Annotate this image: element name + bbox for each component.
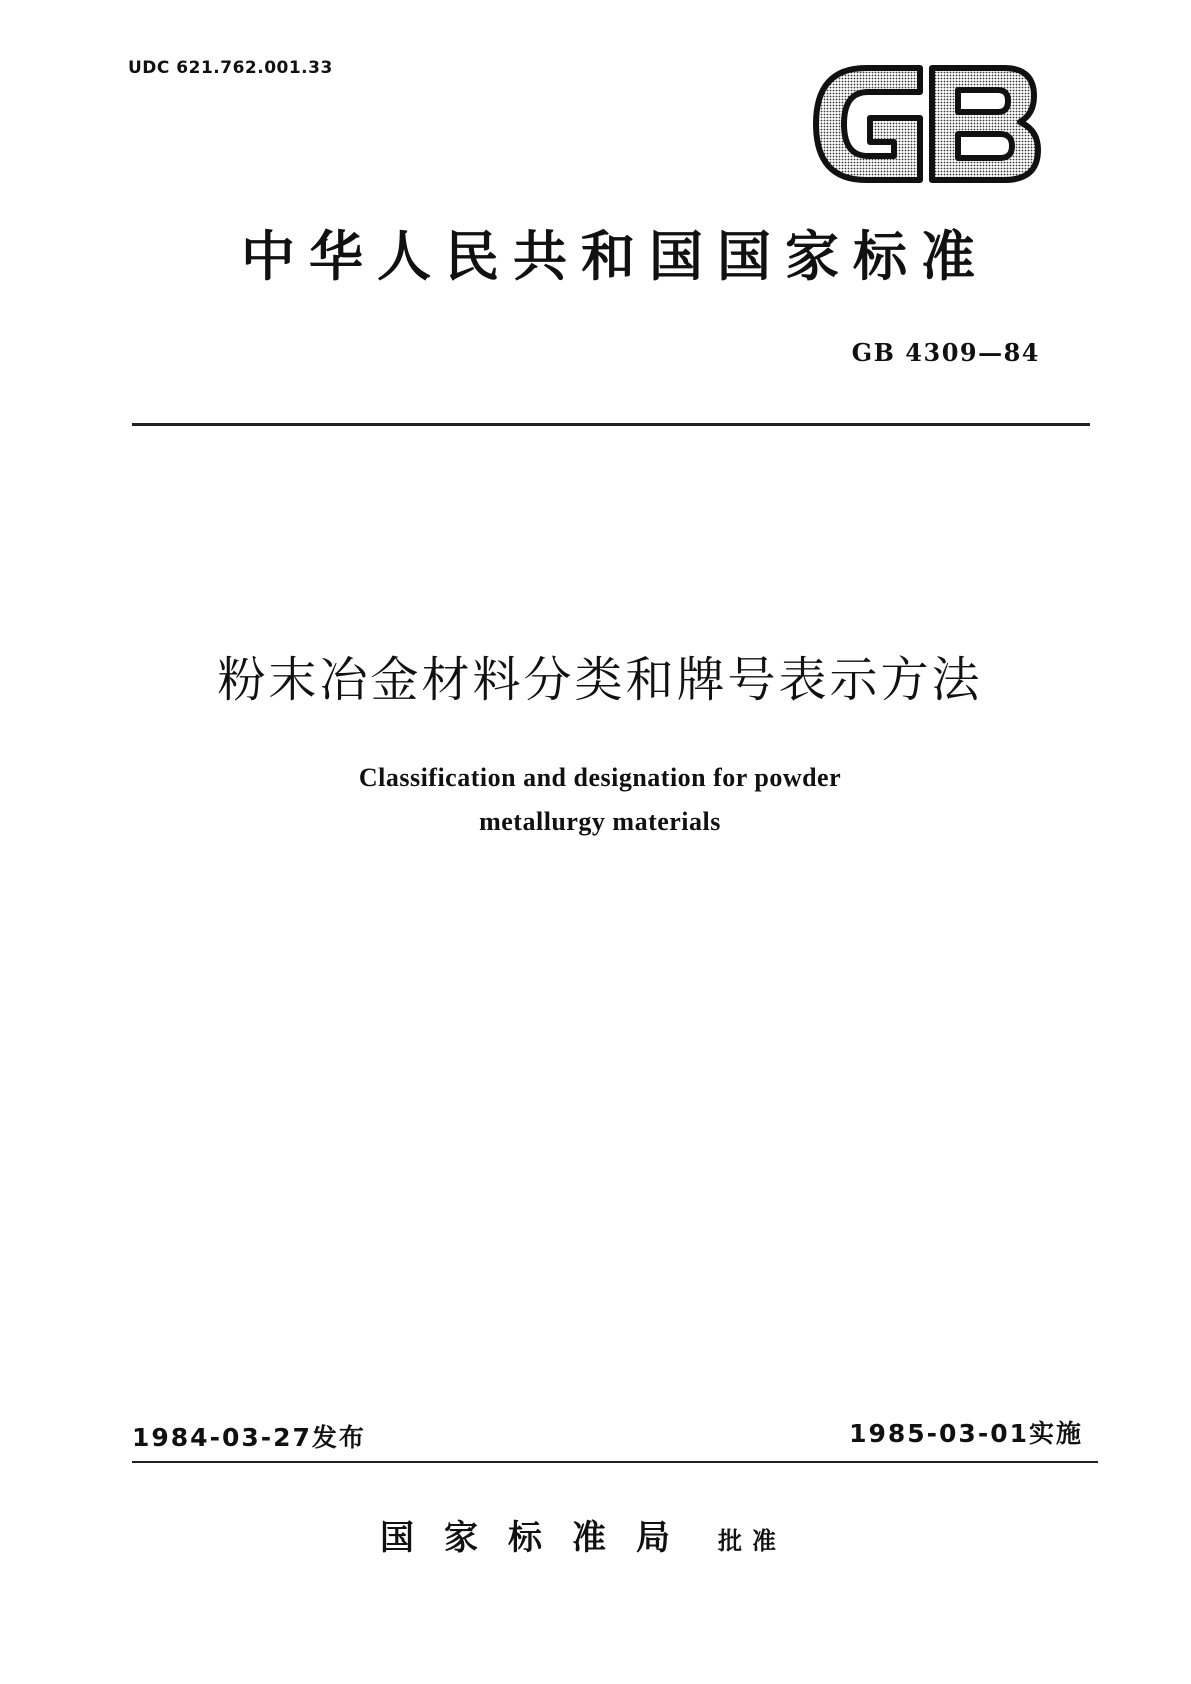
approval-line <box>380 1510 786 1559</box>
udc-code: UDC 621.762.001.33 <box>128 58 333 78</box>
issue-date: 1984-03-27发布 <box>132 1423 366 1452</box>
english-title-line-2: metallurgy materials <box>479 807 721 836</box>
approval-word: 批准 <box>718 1527 786 1555</box>
document-title-english <box>200 756 1000 844</box>
gb-logo <box>808 62 1046 186</box>
standard-number: GB 4309—84 <box>851 338 1040 367</box>
footer-divider <box>132 1461 1098 1463</box>
english-title-line-1: Classification and designation for powder <box>358 763 842 792</box>
effective-date: 1985-03-01实施 <box>849 1419 1083 1448</box>
header-divider <box>132 423 1090 426</box>
approving-body: 国家标准局 <box>380 1518 700 1558</box>
document-title-chinese: 粉末冶金材料分类和牌号表示方法 <box>217 652 983 708</box>
national-standard-heading: 中华人民共和国国家标准 <box>241 225 989 288</box>
